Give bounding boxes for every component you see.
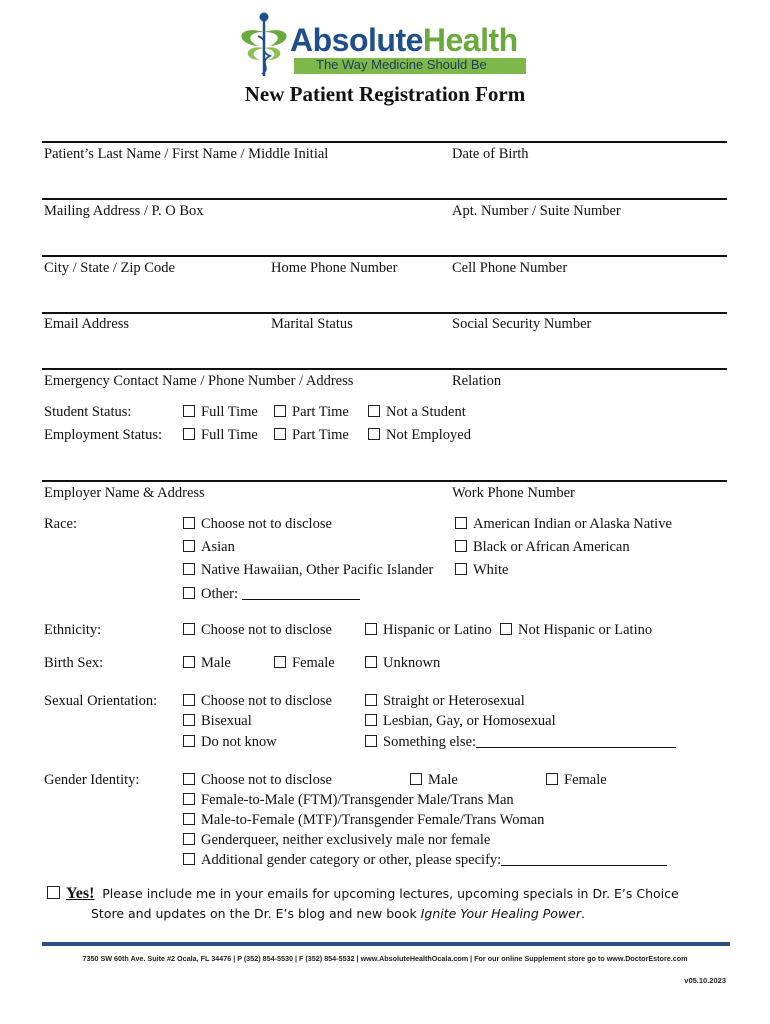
gender-mtf-option[interactable]: Male-to-Female (MTF)/Transgender Female/Trans Woman — [183, 812, 544, 829]
race-other-blank[interactable] — [242, 587, 360, 600]
checkbox[interactable] — [365, 735, 377, 747]
checkbox[interactable] — [183, 833, 195, 845]
logo-tagline: The Way Medicine Should Be — [316, 57, 487, 72]
checkbox[interactable] — [455, 563, 467, 575]
hispanic-option[interactable]: Hispanic or Latino — [365, 622, 492, 639]
gender-additional-option[interactable]: Additional gender category or other, please specify: — [183, 852, 667, 869]
checkbox[interactable] — [365, 694, 377, 706]
divider-rule — [42, 141, 727, 143]
race-american-indian-option[interactable]: American Indian or Alaska Native — [455, 516, 672, 533]
consent-checkbox-row[interactable] — [47, 885, 679, 903]
birth-sex-male-option[interactable]: Male — [183, 655, 231, 672]
gender-female-option[interactable]: Female — [546, 772, 607, 789]
not-employed-option[interactable]: Not Employed — [368, 427, 471, 444]
checkbox[interactable] — [274, 656, 286, 668]
checkbox[interactable] — [183, 656, 195, 668]
checkbox[interactable] — [365, 656, 377, 668]
checkbox[interactable] — [455, 517, 467, 529]
employment-full-time-option[interactable]: Full Time — [183, 427, 258, 444]
checkbox[interactable] — [183, 540, 195, 552]
consent-line2 — [91, 906, 585, 921]
consent-text-line2: Store and updates on the Dr. E’s blog and new book — [91, 906, 417, 921]
orientation-label: Sexual Orientation: — [44, 693, 158, 709]
checkbox[interactable] — [274, 428, 286, 440]
footer-rule — [42, 942, 730, 946]
checkbox[interactable] — [183, 773, 195, 785]
employment-status-label: Employment Status: — [44, 427, 163, 443]
checkbox[interactable] — [183, 694, 195, 706]
checkbox[interactable] — [368, 428, 380, 440]
employment-part-time-option[interactable]: Part Time — [274, 427, 349, 444]
checkbox[interactable] — [500, 623, 512, 635]
gender-choose-not-option[interactable]: Choose not to disclose — [183, 772, 332, 789]
consent-checkbox[interactable] — [47, 886, 60, 899]
race-choose-not-option[interactable]: Choose not to disclose — [183, 516, 332, 533]
checkbox[interactable] — [455, 540, 467, 552]
work-phone-field[interactable]: Work Phone Number — [452, 485, 575, 501]
race-asian-option[interactable]: Asian — [183, 539, 235, 556]
orientation-lgh-option[interactable]: Lesbian, Gay, or Homosexual — [365, 713, 556, 730]
orientation-do-not-know-option[interactable]: Do not know — [183, 734, 277, 751]
birth-sex-label: Birth Sex: — [44, 655, 104, 671]
checkbox[interactable] — [365, 714, 377, 726]
birth-sex-unknown-option[interactable]: Unknown — [365, 655, 440, 672]
gender-other-blank[interactable] — [501, 853, 667, 866]
divider-rule — [42, 198, 727, 200]
student-status-label: Student Status: — [44, 404, 132, 420]
patient-name-field[interactable]: Patient’s Last Name / First Name / Middle Initial — [44, 146, 329, 162]
consent-yes: Yes! — [66, 885, 95, 902]
checkbox[interactable] — [183, 517, 195, 529]
form-title: New Patient Registration Form — [244, 82, 526, 106]
checkbox[interactable] — [274, 405, 286, 417]
orientation-other-blank[interactable] — [476, 735, 676, 748]
book-title: Ignite Your Healing Power — [420, 906, 581, 921]
version-number: v05.10.2023 — [684, 976, 726, 985]
ethnicity-choose-not-option[interactable]: Choose not to disclose — [183, 622, 332, 639]
gender-male-option[interactable]: Male — [410, 772, 458, 789]
checkbox[interactable] — [183, 735, 195, 747]
divider-rule — [42, 255, 727, 257]
employer-field[interactable]: Employer Name & Address — [44, 485, 205, 501]
orientation-choose-not-option[interactable]: Choose not to disclose — [183, 693, 332, 710]
caduceus-leaf-icon — [232, 10, 296, 78]
logo — [232, 10, 532, 78]
email-field[interactable]: Email Address — [44, 316, 129, 332]
home-phone-field[interactable]: Home Phone Number — [271, 260, 398, 276]
gender-ftm-option[interactable]: Female-to-Male (FTM)/Transgender Male/Trans Man — [183, 792, 514, 809]
emergency-contact-field[interactable]: Emergency Contact Name / Phone Number / Address — [44, 373, 354, 389]
race-other-option[interactable]: Other: — [183, 586, 360, 603]
mailing-address-field[interactable]: Mailing Address / P. O Box — [44, 203, 204, 219]
gender-genderqueer-option[interactable]: Genderqueer, neither exclusively male nor female — [183, 832, 490, 849]
consent-text-line1: Please include me in your emails for upcoming lectures, upcoming specials in Dr. E’s Choice — [102, 886, 679, 901]
checkbox[interactable] — [183, 405, 195, 417]
not-a-student-option[interactable]: Not a Student — [368, 404, 466, 421]
checkbox[interactable] — [410, 773, 422, 785]
divider-rule — [42, 480, 727, 482]
checkbox[interactable] — [365, 623, 377, 635]
student-full-time-option[interactable]: Full Time — [183, 404, 258, 421]
footer-address: 7350 SW 60th Ave. Suite #2 Ocala, FL 34476 | P (352) 854-5530 | F (352) 854-5532 | www.AbsoluteHealthOcala.com | For our online Supplement store go to www.DoctorEstore.com — [82, 954, 688, 963]
checkbox[interactable] — [183, 623, 195, 635]
ssn-field[interactable]: Social Security Number — [452, 316, 592, 332]
orientation-bisexual-option[interactable]: Bisexual — [183, 713, 252, 730]
marital-status-field[interactable]: Marital Status — [271, 316, 353, 332]
logo-name-absolute: Absolute — [290, 22, 423, 58]
apt-number-field[interactable]: Apt. Number / Suite Number — [452, 203, 621, 219]
race-white-option[interactable]: White — [455, 562, 508, 579]
ethnicity-label: Ethnicity: — [44, 622, 102, 638]
checkbox[interactable] — [368, 405, 380, 417]
relation-field[interactable]: Relation — [452, 373, 502, 389]
birth-sex-female-option[interactable]: Female — [274, 655, 335, 672]
checkbox[interactable] — [183, 587, 195, 599]
checkbox[interactable] — [183, 428, 195, 440]
race-native-hawaiian-option[interactable]: Native Hawaiian, Other Pacific Islander — [183, 562, 433, 579]
checkbox[interactable] — [183, 813, 195, 825]
divider-rule — [42, 368, 727, 370]
cell-phone-field[interactable]: Cell Phone Number — [452, 260, 568, 276]
gender-identity-label: Gender Identity: — [44, 772, 140, 788]
checkbox[interactable] — [183, 563, 195, 575]
checkbox[interactable] — [546, 773, 558, 785]
checkbox[interactable] — [183, 793, 195, 805]
consent-period: . — [581, 906, 585, 921]
race-black-option[interactable]: Black or African American — [455, 539, 630, 556]
checkbox[interactable] — [183, 853, 195, 865]
city-state-zip-field[interactable]: City / State / Zip Code — [44, 260, 175, 276]
student-part-time-option[interactable]: Part Time — [274, 404, 349, 421]
divider-rule — [42, 312, 727, 314]
not-hispanic-option[interactable]: Not Hispanic or Latino — [500, 622, 652, 639]
logo-name-health: Health — [422, 22, 518, 58]
orientation-straight-option[interactable]: Straight or Heterosexual — [365, 693, 525, 710]
race-label: Race: — [44, 516, 78, 532]
checkbox[interactable] — [183, 714, 195, 726]
dob-field[interactable]: Date of Birth — [452, 146, 529, 162]
orientation-something-else-option[interactable]: Something else: — [365, 734, 676, 751]
